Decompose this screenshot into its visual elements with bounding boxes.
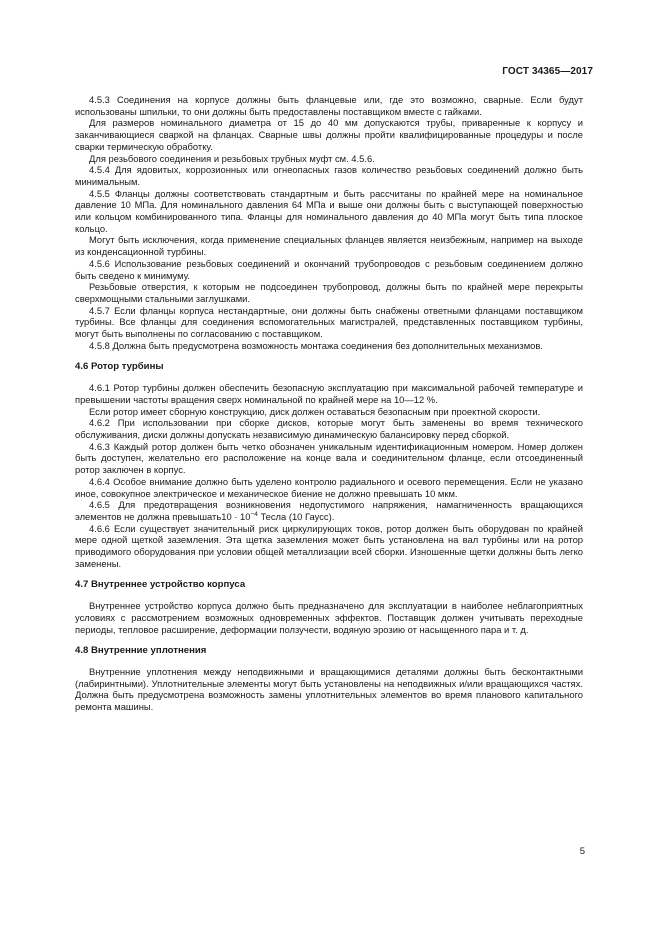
paragraph-4-5-3: 4.5.3 Соединения на корпусе должны быть фланцевые или, где это возможно, сварные. Если будут использованы шпильки, то они должны быть предоставлены поставщиком вместе с гайками. [75,94,583,117]
paragraph-4-6-4: 4.6.4 Особое внимание должно быть уделено контролю радиального и осевого перемещения. Если не указано иное, совокупное электрическое и механическое биение не должно превышать 10 мкм. [75,475,583,499]
paragraph-4-5-3-threaded: Для резьбового соединения и резьбовых трубных муфт см. 4.5.6. [89,152,375,164]
paragraph-4-5-6: 4.5.6 Использование резьбовых соединений и окончаний трубопроводов с резьбовым соединением должно быть сведено к минимуму. [75,257,583,281]
document-code-header: ГОСТ 34365—2017 [502,66,593,77]
paragraph-4-6-5-unit: Тесла (10 Гаусс). [257,510,335,522]
paragraph-4-6-3: 4.6.3 Каждый ротор должен быть четко обозначен уникальным идентификационным номером. Номер должен быть доступен, желательно его расположение на конце вала и соединительном фланце, если отсоединенный ротор заключен в корпус. [75,440,583,476]
paragraph-4-5-3-diameter: Для размеров номинального диаметра от 15 до 40 мм допускаются трубы, приваренные к корпусу и заканчивающиеся сваркой на фланцах. Сварные швы должны пройти квалифицированные процедуры и после сварки термическую обработку. [75,117,583,152]
paragraph-4-6-5 [75,499,583,522]
paragraph-4-6-1-assembled: Если ротор имеет сборную конструкцию, диск должен оставаться безопасным при проектной скорости. [89,405,541,417]
section-heading-4-8: 4.8 Внутренние уплотнения [75,645,207,657]
paragraph-4-6-6: 4.6.6 Если существует значительный риск циркулирующих токов, ротор должен быть оборудован по крайней мере одной щеткой заземления. Эта щетка заземления может быть установлена на вал турбины или на ротор приводимого оборудования при условии общей металлизации всей сборки. Изношенные щетки должны быть легко заменены. [75,522,583,569]
paragraph-4-7: Внутреннее устройство корпуса должно быть предназначено для эксплуатации в наиболее неблагоприятных условиях с рассмотрением возможных одновременных эффектов. Поставщик должен учитывать переходные периоды, тепловое расширение, деформации ползучести, водяную эрозию от насыщенного пара и т. д. [75,600,583,635]
paragraph-4-6-5-text: 4.6.5 Для предотвращения возникновения недопустимого напряжения, намагниченность вращающихся элементов не должна превышать10 · 10 [75,499,583,522]
document-body [75,94,583,713]
page-number: 5 [579,846,585,857]
exponent: −4 [250,510,258,518]
paragraph-4-5-4: 4.5.4 Для ядовитых, коррозионных или огнеопасных газов количество резьбовых соединений должно быть минимальным. [75,164,583,187]
paragraph-4-6-1: 4.6.1 Ротор турбины должен обеспечить безопасную эксплуатацию при максимальной рабочей температуре и превышении частоты вращения сверх номинальной по крайней мере на 10—12 %. [75,382,583,405]
paragraph-4-5-5: 4.5.5 Фланцы должны соответствовать стандартным и быть рассчитаны по крайней мере на номинальное давление 10 МПа. Для номинального давления 64 МПа и выше они должны быть с выступающей поверхностью или кольцом комбинированного типа. Фланцы для номинального давления до 40 МПа могут быть типа плоское кольцо. [75,187,583,234]
paragraph-4-5-5-exceptions: Могут быть исключения, когда применение специальных фланцев является неизбежным, например на выходе из конденсационной турбины. [75,234,583,258]
section-heading-4-6: 4.6 Ротор турбины [75,361,164,373]
paragraph-4-5-6-holes: Резьбовые отверстия, к которым не подсоединен трубопровод, должны быть по крайней мере перекрыты сверхмощными стальными заглушками. [75,281,583,304]
paragraph-4-6-2: 4.6.2 При использовании при сборке дисков, которые могут быть заменены во время технического обслуживания, диски должны допускать независимую динамическую балансировку перед сборкой. [75,417,583,440]
paragraph-4-5-7: 4.5.7 Если фланцы корпуса нестандартные, они должны быть снабжены ответными фланцами поставщиком турбины. Все фланцы для соединения вспомогательных магистралей, представленных поставщиком турбины, могут быть выполнены по согласованию с поставщиком. [75,304,583,340]
paragraph-4-5-8: 4.5.8 Должна быть предусмотрена возможность монтажа соединения без дополнительных механизмов. [89,339,543,351]
paragraph-4-8: Внутренние уплотнения между неподвижными и вращающимися деталями должны быть бесконтактными (лабиринтными). Уплотнительные элементы могут быть установлены на неподвижных и/или вращающихся частях. Должна быть предусмотрена возможность замены уплотнительных элементов во время планового капитального ремонта машины. [75,665,583,713]
section-heading-4-7: 4.7 Внутреннее устройство корпуса [75,579,246,591]
